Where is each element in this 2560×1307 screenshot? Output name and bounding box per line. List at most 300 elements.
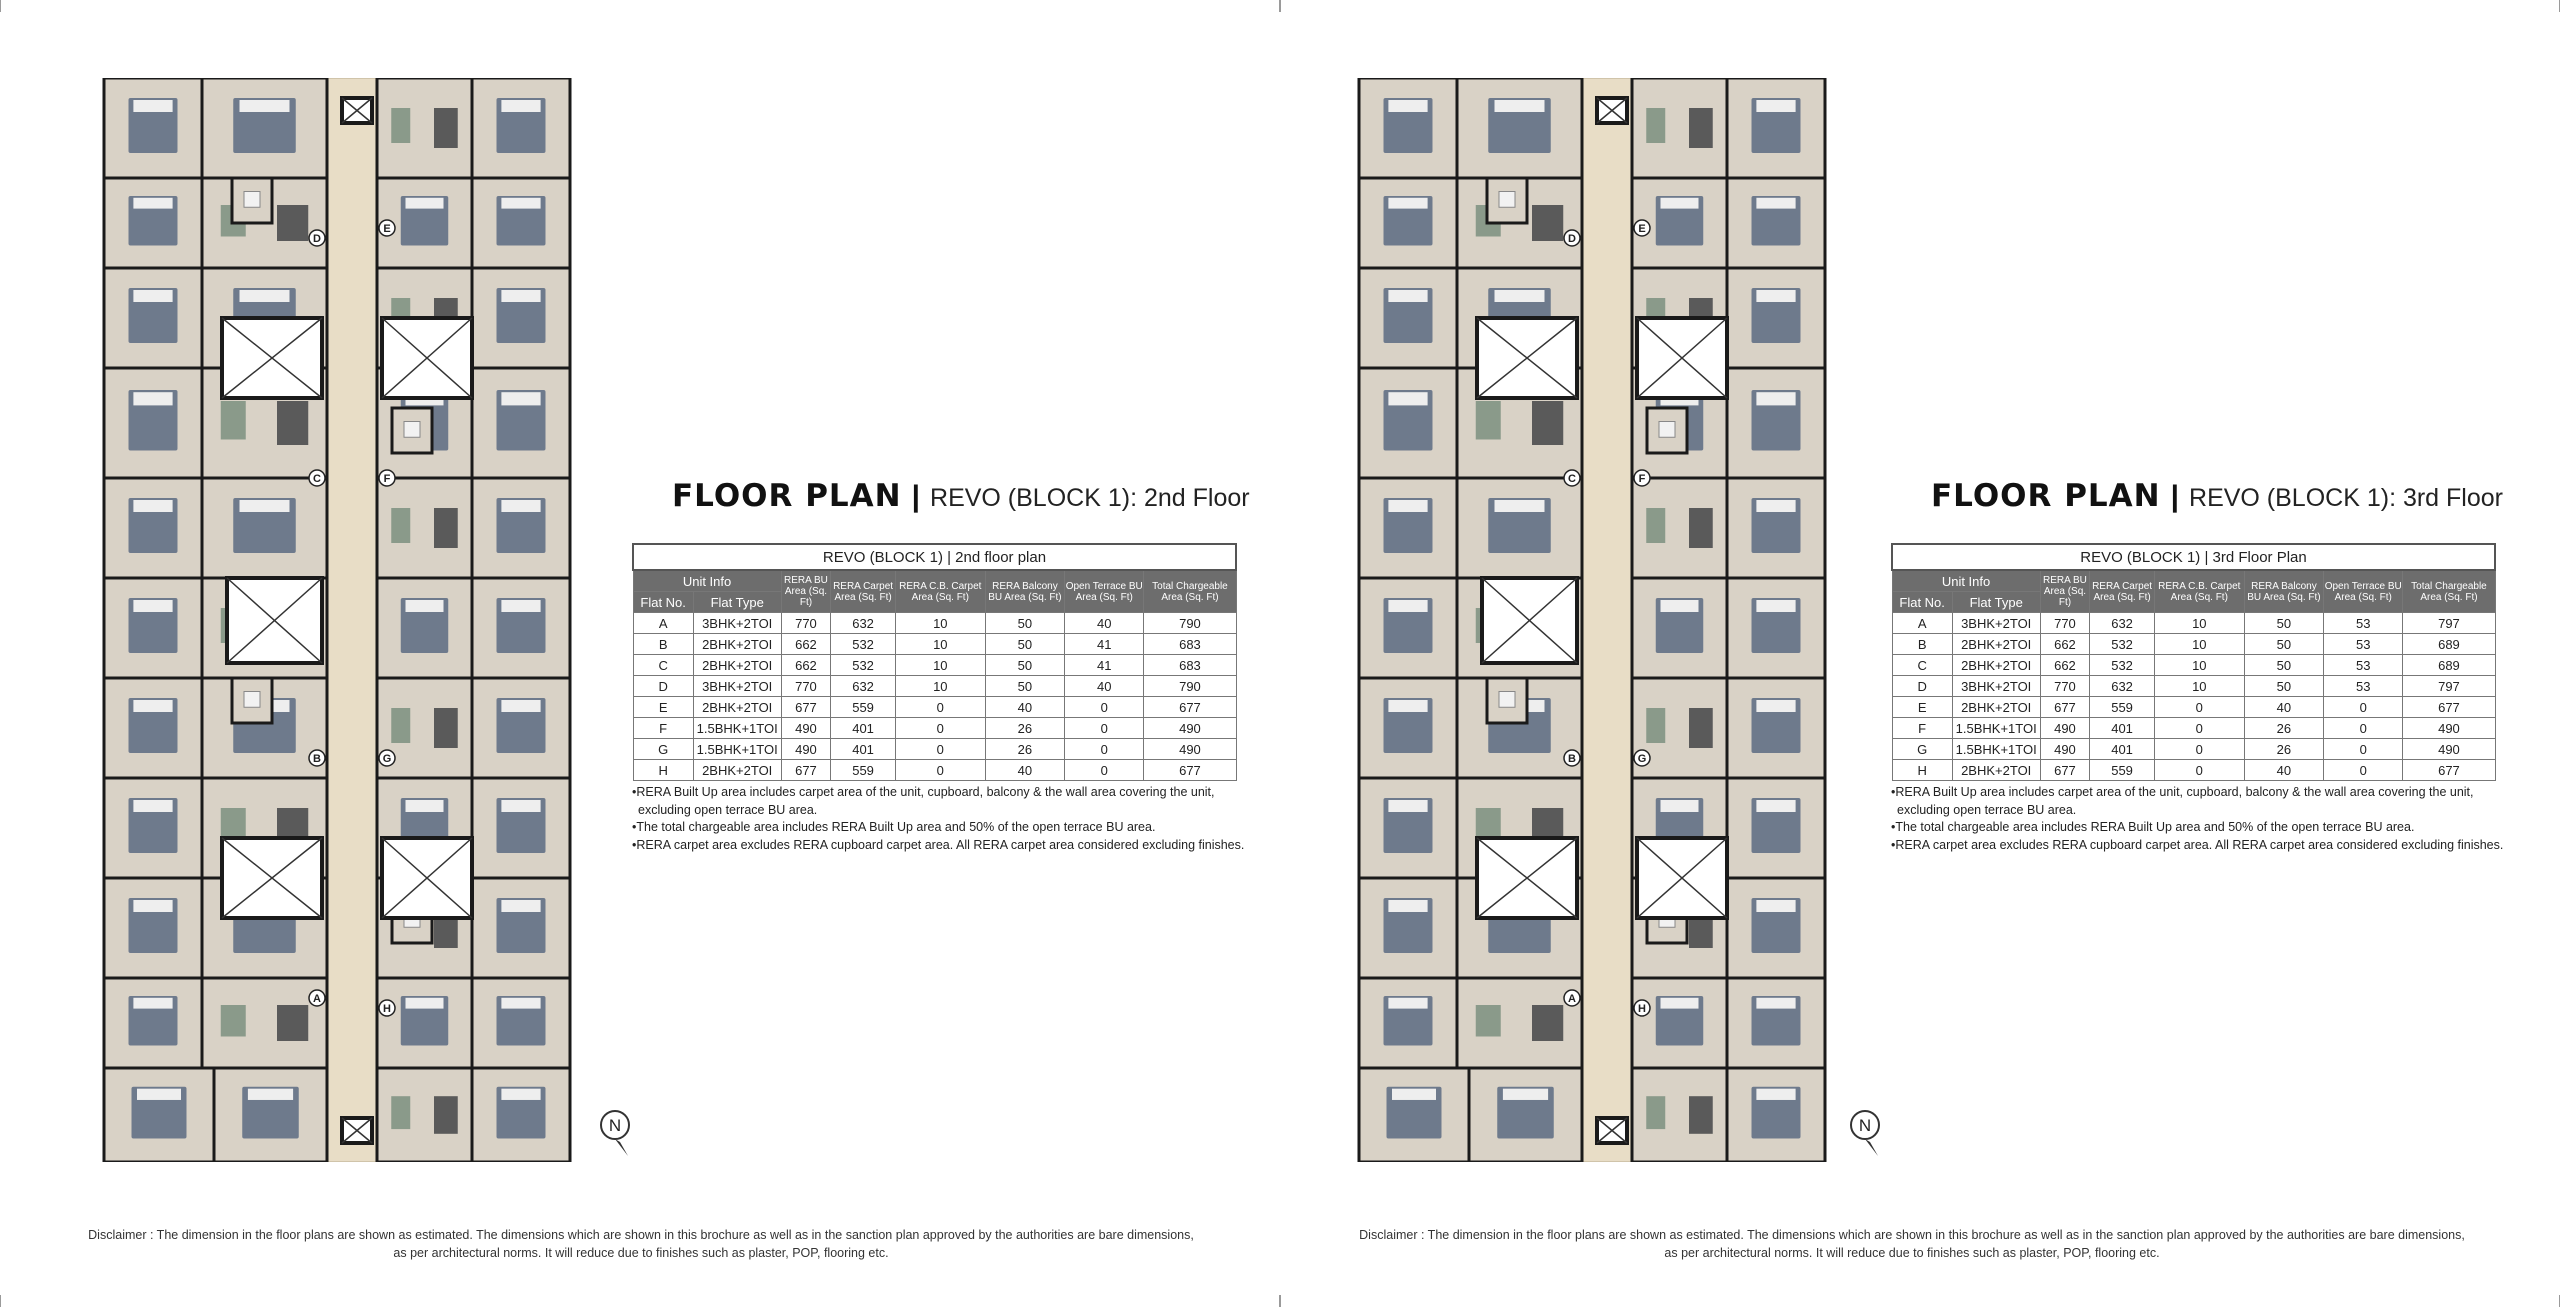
table-caption: REVO (BLOCK 1) | 2nd floor plan	[633, 544, 1236, 570]
table-cell: 0	[1065, 739, 1144, 760]
pillow-icon	[501, 998, 540, 1009]
unit-info-header: Unit Info	[1892, 570, 2040, 592]
table-cell: 677	[2403, 697, 2495, 718]
sofa-icon	[434, 708, 458, 748]
table-cell: 41	[1065, 655, 1144, 676]
pillow-icon	[406, 198, 444, 209]
disclaimer	[1347, 1226, 2477, 1262]
pillow-icon	[501, 800, 540, 812]
table-cell: 559	[2090, 760, 2155, 781]
table-cell: 2BHK+2TOI	[1952, 760, 2040, 781]
sofa-icon	[277, 401, 308, 445]
floor-plan-svg	[1347, 78, 1837, 1162]
sofa-icon	[434, 108, 458, 148]
table-cell: 559	[2090, 697, 2155, 718]
table-cell: A	[633, 613, 693, 634]
page-title	[1931, 478, 2503, 514]
table-cell: 632	[831, 613, 896, 634]
dining-table-icon	[1476, 401, 1501, 440]
table-cell: E	[633, 697, 693, 718]
crop-mark	[0, 0, 1, 12]
col-header-cb-carpet: RERA C.B. Carpet Area (Sq. Ft)	[2154, 570, 2244, 613]
toilet-icon	[244, 692, 260, 708]
pillow-icon	[133, 392, 172, 405]
table-cell: 50	[985, 676, 1064, 697]
table-cell: 0	[2154, 760, 2244, 781]
table-cell: 797	[2403, 676, 2495, 697]
table-cell: 662	[2040, 655, 2090, 676]
pillow-icon	[133, 800, 172, 812]
col-header-carpet: RERA Carpet Area (Sq. Ft)	[831, 570, 896, 613]
table-cell: 632	[2090, 676, 2155, 697]
table-cell: 532	[2090, 655, 2155, 676]
pillow-icon	[1756, 998, 1795, 1009]
floor-plan-drawing	[92, 78, 582, 1162]
pillow-icon	[501, 600, 540, 612]
col-header-cb-carpet: RERA C.B. Carpet Area (Sq. Ft)	[895, 570, 985, 613]
north-arrow-icon	[1848, 1108, 1884, 1158]
table-cell: 790	[1144, 613, 1236, 634]
col-header-bu: RERA BU Area (Sq. Ft)	[2040, 570, 2090, 613]
pillow-icon	[406, 600, 444, 612]
dining-table-icon	[1646, 508, 1665, 543]
flat-marker-label: B	[1568, 753, 1576, 765]
table-cell: 490	[2040, 718, 2090, 739]
table-cell: C	[1892, 655, 1952, 676]
toilet-icon	[1659, 422, 1675, 438]
flat-marker-label: H	[1638, 1003, 1646, 1015]
table-row	[1892, 676, 2495, 697]
table-cell: 770	[2040, 676, 2090, 697]
north-label: N	[1858, 1116, 1872, 1135]
table-cell: 490	[781, 718, 831, 739]
flat-marker-label: G	[382, 753, 392, 765]
table-row	[633, 676, 1236, 697]
table-cell: 2BHK+2TOI	[693, 655, 781, 676]
table-cell: 532	[831, 634, 896, 655]
note-line: •RERA carpet area excludes RERA cupboard carpet area. All RERA carpet area considered excluding finishes.	[632, 837, 1245, 852]
pillow-icon	[1388, 100, 1427, 112]
table-cell: 50	[2244, 676, 2323, 697]
pillow-icon	[1495, 100, 1545, 112]
table-cell: 0	[895, 697, 985, 718]
sofa-icon	[1689, 508, 1713, 548]
dining-table-icon	[391, 108, 410, 143]
table-cell: 0	[2324, 718, 2403, 739]
pillow-icon	[1756, 800, 1795, 812]
pillow-icon	[501, 500, 540, 512]
dining-table-icon	[1646, 1096, 1665, 1129]
table-cell: 0	[895, 739, 985, 760]
table-row	[1892, 655, 2495, 676]
table-cell: 0	[2324, 760, 2403, 781]
flat-marker-label: D	[313, 233, 321, 245]
table-cell: 10	[895, 655, 985, 676]
north-arrow-icon	[598, 1108, 634, 1158]
table-cell: 0	[2154, 697, 2244, 718]
area-table	[1891, 543, 2496, 781]
table-cell: 0	[2154, 739, 2244, 760]
table-cell: 2BHK+2TOI	[1952, 655, 2040, 676]
table-cell: 40	[1065, 613, 1144, 634]
table-row	[633, 613, 1236, 634]
table-cell: 490	[781, 739, 831, 760]
flat-marker-label: D	[1568, 233, 1576, 245]
table-cell: 662	[781, 634, 831, 655]
table-cell: F	[633, 718, 693, 739]
table-row	[1892, 718, 2495, 739]
corridor	[327, 78, 377, 1162]
table-cell: 2BHK+2TOI	[1952, 697, 2040, 718]
table-cell: 40	[1065, 676, 1144, 697]
col-header-flat-type: Flat Type	[693, 592, 781, 613]
flat-marker-label: H	[383, 1003, 391, 1015]
table-cell: 50	[985, 655, 1064, 676]
pillow-icon	[133, 500, 172, 512]
table-cell: 677	[1144, 697, 1236, 718]
sofa-icon	[1689, 708, 1713, 748]
table-cell: 677	[1144, 760, 1236, 781]
pillow-icon	[406, 800, 444, 812]
pillow-icon	[501, 1089, 540, 1100]
pillow-icon	[133, 998, 172, 1009]
table-cell: 0	[2324, 697, 2403, 718]
flat-marker-label: A	[1568, 993, 1576, 1005]
note-line: excluding open terrace BU area.	[638, 802, 818, 817]
pillow-icon	[1388, 900, 1427, 912]
table-cell: C	[633, 655, 693, 676]
table-row	[1892, 760, 2495, 781]
table-cell: 10	[895, 676, 985, 697]
toilet-icon	[244, 192, 260, 208]
note-line: •RERA carpet area excludes RERA cupboard carpet area. All RERA carpet area considered excluding finishes.	[1891, 837, 2504, 852]
title-separator: |	[2170, 480, 2180, 513]
pillow-icon	[1388, 198, 1427, 209]
flat-marker-label: E	[383, 223, 391, 235]
table-row	[1892, 634, 2495, 655]
table-body	[1892, 613, 2495, 781]
table-cell: 0	[1065, 697, 1144, 718]
sofa-icon	[1689, 1096, 1713, 1134]
table-cell: 1.5BHK+1TOI	[693, 739, 781, 760]
table-row	[1892, 613, 2495, 634]
table-cell: 559	[831, 760, 896, 781]
table-cell: 53	[2324, 634, 2403, 655]
disclaimer-line: Disclaimer : The dimension in the floor plans are shown as estimated. The dimensions which are shown in this brochure as well as in the sanction plan approved by the authorities are bare dimensions,	[88, 1228, 1194, 1242]
sofa-icon	[1532, 401, 1563, 445]
pillow-icon	[133, 600, 172, 612]
pillow-icon	[501, 392, 540, 405]
table-cell: 40	[2244, 697, 2323, 718]
col-header-bu: RERA BU Area (Sq. Ft)	[781, 570, 831, 613]
pillow-icon	[1661, 998, 1699, 1009]
table-cell: 0	[1065, 760, 1144, 781]
flat-marker-label: B	[313, 753, 321, 765]
table-cell: 3BHK+2TOI	[1952, 676, 2040, 697]
table-cell: 10	[2154, 634, 2244, 655]
col-header-balcony: RERA Balcony BU Area (Sq. Ft)	[2244, 570, 2323, 613]
corridor	[1582, 78, 1632, 1162]
pillow-icon	[248, 1089, 293, 1100]
table-cell: 2BHK+2TOI	[693, 697, 781, 718]
table-cell: 532	[2090, 634, 2155, 655]
table-cell: 0	[2324, 739, 2403, 760]
table-cell: 0	[1065, 718, 1144, 739]
table-cell: 401	[831, 739, 896, 760]
floor-plan-drawing	[1347, 78, 1837, 1162]
table-cell: 41	[1065, 634, 1144, 655]
table-cell: 50	[985, 634, 1064, 655]
table-cell: 40	[985, 697, 1064, 718]
table-cell: 662	[781, 655, 831, 676]
table-cell: 10	[2154, 613, 2244, 634]
table-cell: 53	[2324, 676, 2403, 697]
table-cell: 40	[985, 760, 1064, 781]
table-cell: 632	[831, 676, 896, 697]
note-line: •RERA Built Up area includes carpet area of the unit, cupboard, balcony & the wall area covering the unit,	[632, 785, 1215, 799]
table-cell: 689	[2403, 634, 2495, 655]
table-row	[633, 634, 1236, 655]
pillow-icon	[133, 198, 172, 209]
table-cell: 401	[2090, 718, 2155, 739]
table-cell: 26	[2244, 739, 2323, 760]
col-header-flat-no: Flat No.	[1892, 592, 1952, 613]
table-cell: 770	[2040, 613, 2090, 634]
dining-table-icon	[1646, 708, 1665, 743]
table-cell: 50	[2244, 655, 2323, 676]
table-cell: 490	[2403, 739, 2495, 760]
sofa-icon	[434, 508, 458, 548]
flat-marker-label: G	[1637, 753, 1647, 765]
pillow-icon	[1388, 600, 1427, 612]
pillow-icon	[1756, 100, 1795, 112]
table-row	[633, 655, 1236, 676]
pillow-icon	[1756, 290, 1795, 302]
floor-plan-svg	[92, 78, 582, 1162]
table-row	[633, 718, 1236, 739]
pillow-icon	[501, 100, 540, 112]
table-cell: 677	[781, 760, 831, 781]
flat-marker-label: C	[313, 473, 321, 485]
pillow-icon	[1756, 198, 1795, 209]
table-cell: 50	[2244, 613, 2323, 634]
table-cell: 26	[2244, 718, 2323, 739]
table-cell: 0	[895, 718, 985, 739]
col-header-terrace: Open Terrace BU Area (Sq. Ft)	[2324, 570, 2403, 613]
pillow-icon	[133, 100, 172, 112]
pillow-icon	[137, 1089, 181, 1100]
pillow-icon	[1392, 1089, 1436, 1100]
note-line: •The total chargeable area includes RERA Built Up area and 50% of the open terrace BU area.	[632, 820, 1156, 834]
note-line: •RERA Built Up area includes carpet area of the unit, cupboard, balcony & the wall area covering the unit,	[1891, 785, 2474, 799]
table-cell: B	[633, 634, 693, 655]
page-3rd-floor	[1280, 0, 2560, 1307]
pillow-icon	[1503, 1089, 1548, 1100]
table-cell: 677	[2040, 697, 2090, 718]
table-cell: 490	[2040, 739, 2090, 760]
col-header-flat-type: Flat Type	[1952, 592, 2040, 613]
table-cell: H	[1892, 760, 1952, 781]
pillow-icon	[406, 998, 444, 1009]
disclaimer	[76, 1226, 1206, 1262]
table-cell: F	[1892, 718, 1952, 739]
table-cell: 10	[2154, 676, 2244, 697]
table-cell: H	[633, 760, 693, 781]
col-header-total: Total Chargeable Area (Sq. Ft)	[1144, 570, 1236, 613]
pillow-icon	[501, 900, 540, 912]
title-separator: |	[911, 480, 921, 513]
dining-table-icon	[391, 508, 410, 543]
table-cell: 0	[895, 760, 985, 781]
pillow-icon	[240, 500, 290, 512]
table-cell: 26	[985, 718, 1064, 739]
table-cell: 689	[2403, 655, 2495, 676]
table-cell: 401	[2090, 739, 2155, 760]
dining-table-icon	[391, 708, 410, 743]
col-header-carpet: RERA Carpet Area (Sq. Ft)	[2090, 570, 2155, 613]
table-cell: 677	[2040, 760, 2090, 781]
pillow-icon	[1495, 500, 1545, 512]
sofa-icon	[277, 205, 308, 241]
flat-marker-label: F	[383, 473, 391, 485]
table-body	[633, 613, 1236, 781]
crop-mark	[0, 1295, 1, 1307]
table-cell: G	[1892, 739, 1952, 760]
table-cell: 490	[2403, 718, 2495, 739]
pillow-icon	[1661, 600, 1699, 612]
table-cell: 490	[1144, 718, 1236, 739]
table-row	[1892, 739, 2495, 760]
dining-table-icon	[221, 1005, 246, 1037]
table-row	[633, 760, 1236, 781]
crop-mark	[1280, 0, 1281, 12]
pillow-icon	[1388, 998, 1427, 1009]
table-cell: 683	[1144, 634, 1236, 655]
title-bold: FLOOR PLAN	[1931, 478, 2161, 514]
table-cell: 1.5BHK+1TOI	[693, 718, 781, 739]
table-cell: 632	[2090, 613, 2155, 634]
col-header-terrace: Open Terrace BU Area (Sq. Ft)	[1065, 570, 1144, 613]
table-cell: 3BHK+2TOI	[1952, 613, 2040, 634]
north-label: N	[608, 1116, 622, 1135]
dining-table-icon	[1476, 1005, 1501, 1037]
table-caption: REVO (BLOCK 1) | 3rd Floor Plan	[1892, 544, 2495, 570]
table-cell: A	[1892, 613, 1952, 634]
pillow-icon	[1388, 392, 1427, 405]
title-bold: FLOOR PLAN	[672, 478, 902, 514]
table-cell: 790	[1144, 676, 1236, 697]
crop-mark	[1280, 1295, 1281, 1307]
note-line: excluding open terrace BU area.	[1897, 802, 2077, 817]
page-title	[672, 478, 1250, 514]
table-cell: E	[1892, 697, 1952, 718]
table-cell: 53	[2324, 613, 2403, 634]
col-header-total: Total Chargeable Area (Sq. Ft)	[2403, 570, 2495, 613]
sofa-icon	[434, 1096, 458, 1134]
pillow-icon	[133, 290, 172, 302]
table-cell: G	[633, 739, 693, 760]
sofa-icon	[277, 1005, 308, 1041]
dining-table-icon	[221, 401, 246, 440]
table-cell: 1.5BHK+1TOI	[1952, 718, 2040, 739]
col-header-balcony: RERA Balcony BU Area (Sq. Ft)	[985, 570, 1064, 613]
table-cell: 3BHK+2TOI	[693, 613, 781, 634]
pillow-icon	[501, 290, 540, 302]
table-cell: 50	[985, 613, 1064, 634]
note-line: •The total chargeable area includes RERA Built Up area and 50% of the open terrace BU area.	[1891, 820, 2415, 834]
sofa-icon	[1532, 205, 1563, 241]
pillow-icon	[501, 198, 540, 209]
dining-table-icon	[1646, 108, 1665, 143]
toilet-icon	[1499, 192, 1515, 208]
pillow-icon	[1756, 500, 1795, 512]
pillow-icon	[1756, 700, 1795, 712]
pillow-icon	[1661, 198, 1699, 209]
table-cell: 683	[1144, 655, 1236, 676]
table-cell: 770	[781, 613, 831, 634]
table-cell: 2BHK+2TOI	[693, 760, 781, 781]
table-cell: 662	[2040, 634, 2090, 655]
flat-marker-label: C	[1568, 473, 1576, 485]
table-cell: 2BHK+2TOI	[1952, 634, 2040, 655]
pillow-icon	[1661, 800, 1699, 812]
col-header-flat-no: Flat No.	[633, 592, 693, 613]
table-row	[1892, 697, 2495, 718]
pillow-icon	[133, 700, 172, 712]
table-cell: 401	[831, 718, 896, 739]
table-cell: 490	[1144, 739, 1236, 760]
flat-marker-label: F	[1638, 473, 1646, 485]
disclaimer-line: as per architectural norms. It will reduce due to finishes such as plaster, POP, flooring etc.	[1664, 1246, 2160, 1260]
notes	[1891, 784, 2531, 854]
flat-marker-label: A	[313, 993, 321, 1005]
toilet-icon	[1499, 692, 1515, 708]
pillow-icon	[1388, 500, 1427, 512]
pillow-icon	[1756, 600, 1795, 612]
pillow-icon	[1756, 1089, 1795, 1100]
table-cell: 677	[781, 697, 831, 718]
table-cell: 26	[985, 739, 1064, 760]
title-subtitle: REVO (BLOCK 1): 3rd Floor	[2189, 484, 2503, 512]
pillow-icon	[240, 290, 290, 302]
table-cell: 770	[781, 676, 831, 697]
toilet-icon	[404, 422, 420, 438]
pillow-icon	[1388, 800, 1427, 812]
pillow-icon	[1388, 700, 1427, 712]
table-cell: 40	[2244, 760, 2323, 781]
pillow-icon	[240, 100, 290, 112]
unit-info-header: Unit Info	[633, 570, 781, 592]
pillow-icon	[1756, 392, 1795, 405]
table-cell: 0	[2154, 718, 2244, 739]
table-cell: 2BHK+2TOI	[693, 634, 781, 655]
flat-marker-label: E	[1638, 223, 1646, 235]
pillow-icon	[133, 900, 172, 912]
table-cell: 559	[831, 697, 896, 718]
table-cell: 1.5BHK+1TOI	[1952, 739, 2040, 760]
table-cell: D	[633, 676, 693, 697]
dining-table-icon	[391, 1096, 410, 1129]
table-cell: 10	[895, 613, 985, 634]
table-cell: 53	[2324, 655, 2403, 676]
table-cell: 10	[2154, 655, 2244, 676]
area-table	[632, 543, 1237, 781]
pillow-icon	[1756, 900, 1795, 912]
table-cell: 532	[831, 655, 896, 676]
table-cell: 677	[2403, 760, 2495, 781]
notes	[632, 784, 1272, 854]
title-subtitle: REVO (BLOCK 1): 2nd Floor	[930, 484, 1250, 512]
